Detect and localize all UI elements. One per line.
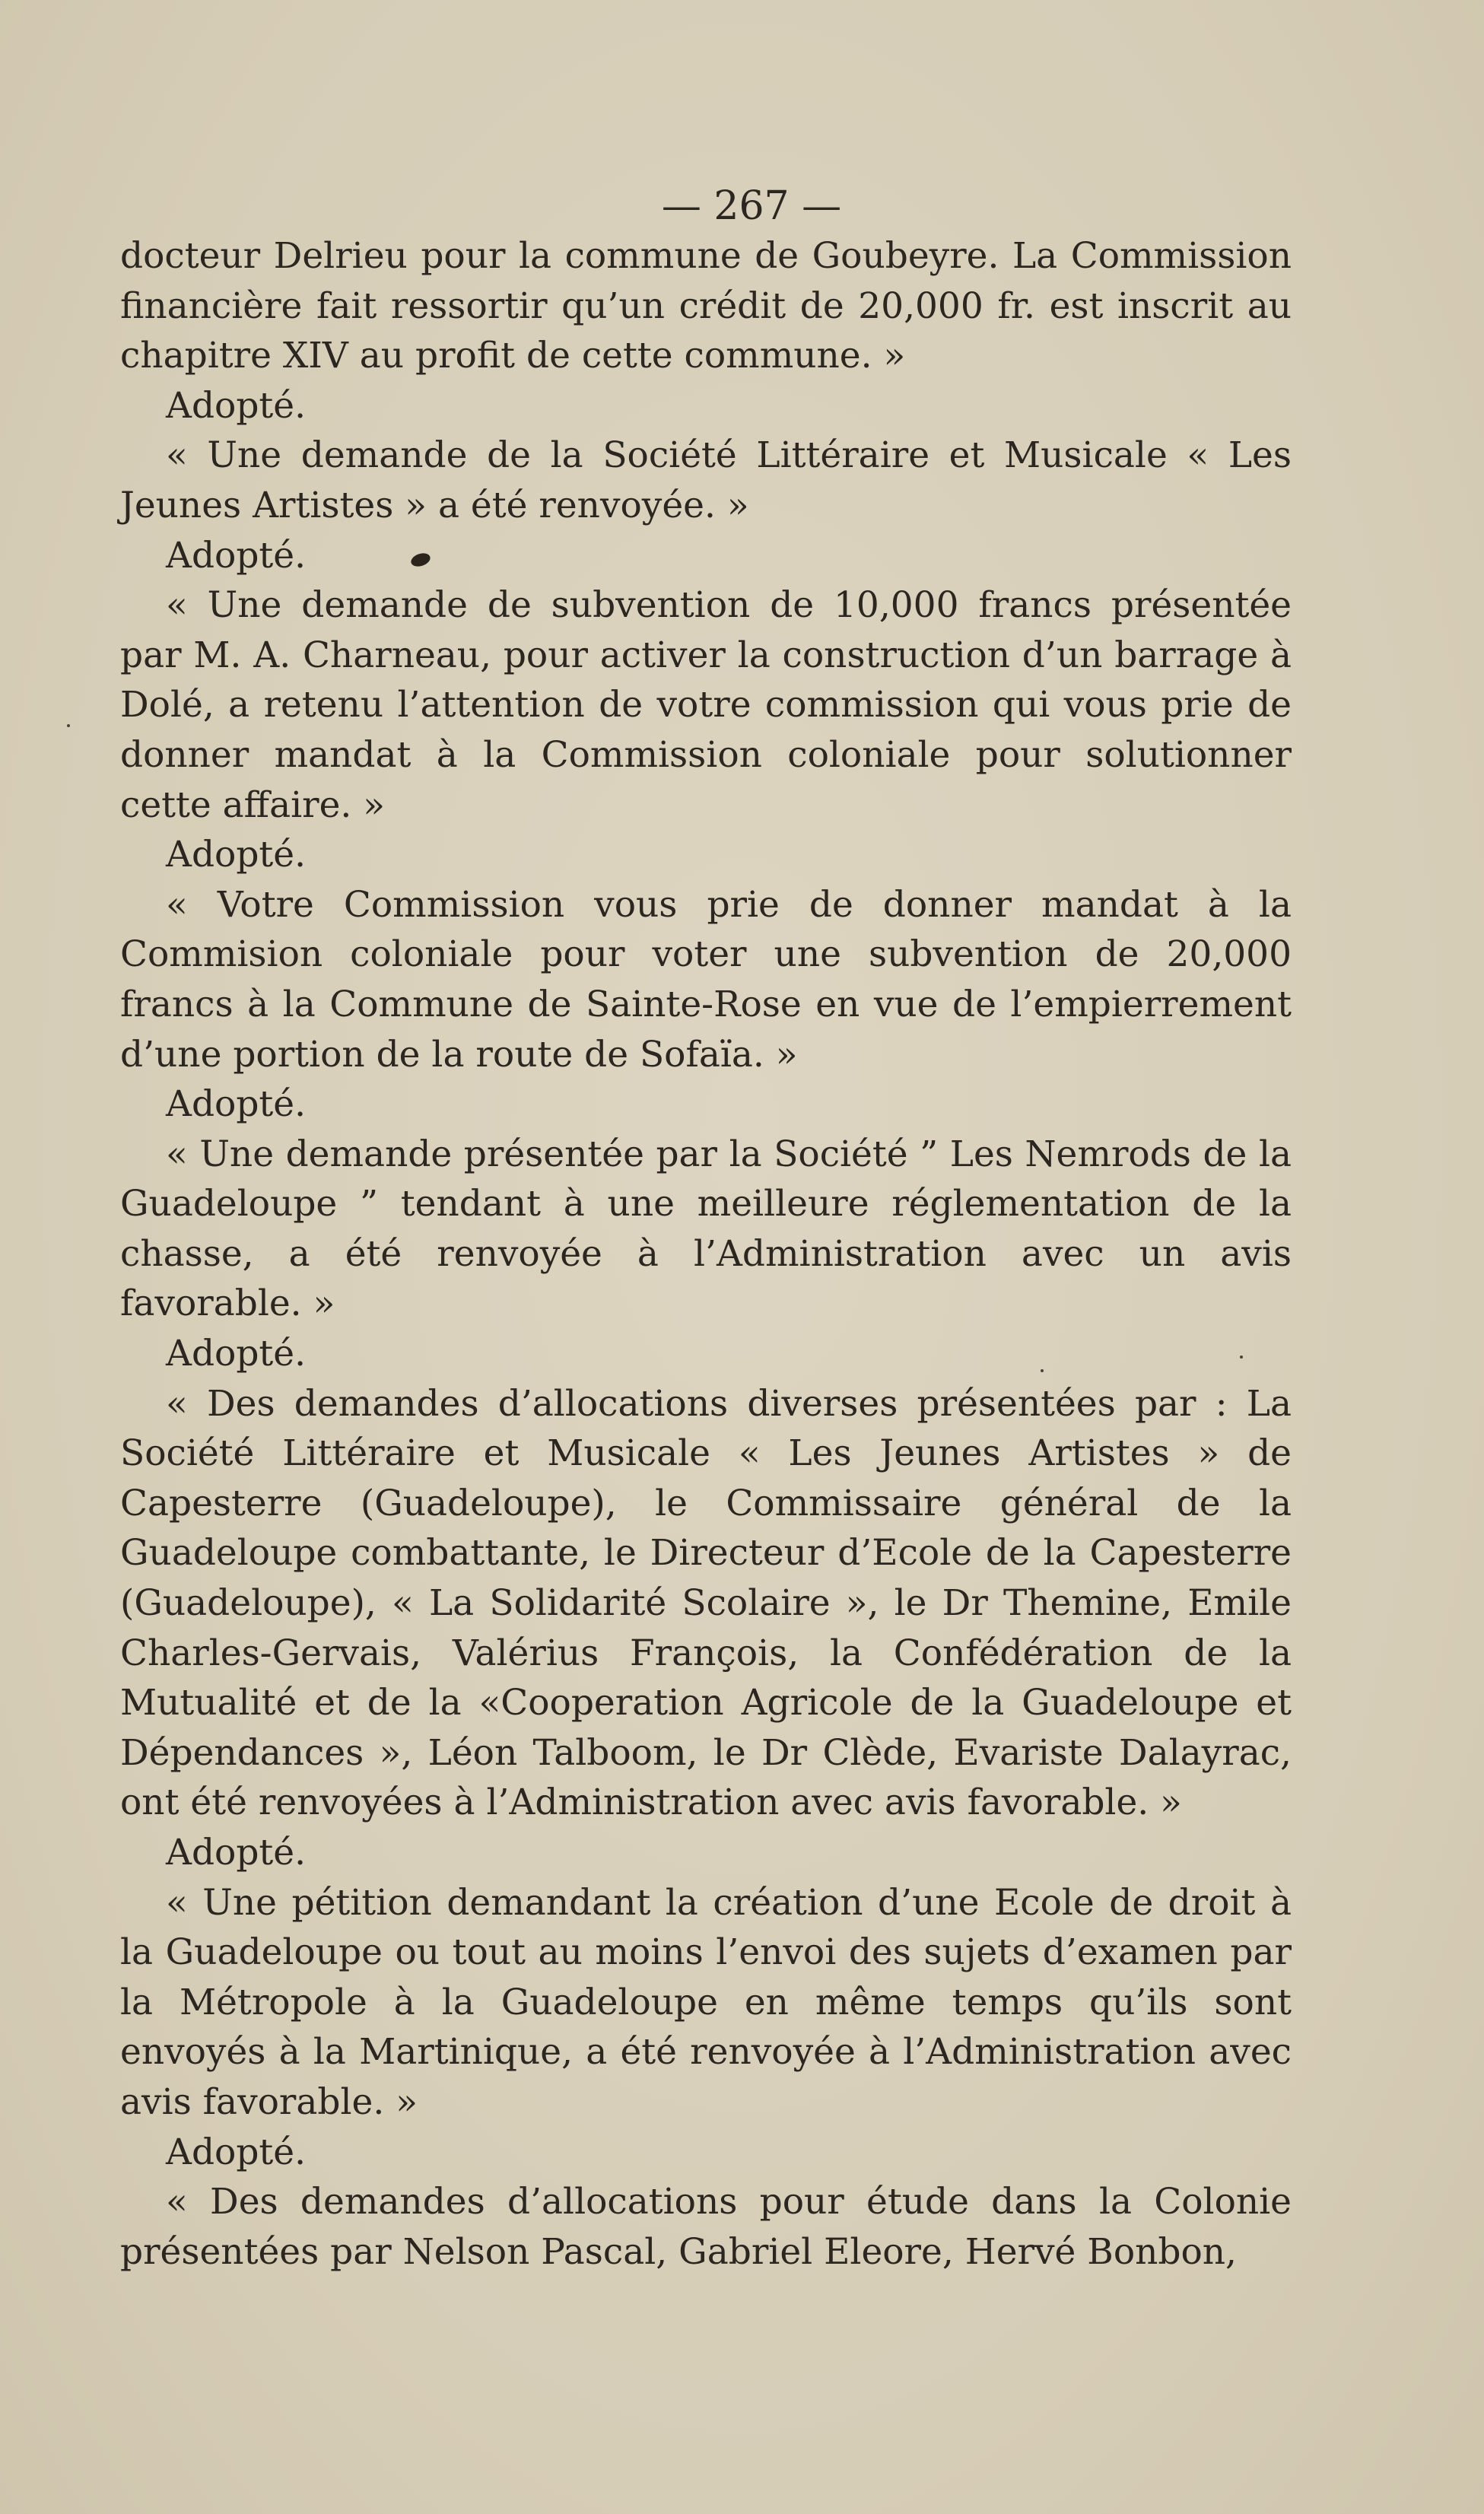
paragraph: « Une pétition demandant la création d’une Ecole de droit à la Guadeloupe ou tout au moins l’envoi des sujets d’examen par la Métropole à la Guadeloupe en même temps qu’ils sont envoyés à la Martinique, a été renvoyée à l’Administration avec avis favorable. » [120, 1881, 1292, 2123]
page-number: — 267 — [661, 183, 842, 229]
adopte-line: Adopté. [166, 1333, 307, 1375]
adopte-line: Adopté. [166, 1083, 307, 1126]
adopte-line: Adopté. [166, 1832, 307, 1874]
paragraph: « Des demandes d’allocations pour étude dans la Colonie présentées par Nelson Pascal, Gabriel Eleore, Hervé Bonbon, [120, 2181, 1292, 2273]
adopte-line: Adopté. [166, 834, 307, 876]
adopte-line: Adopté. [166, 534, 307, 577]
paragraph: « Une demande de subvention de 10,000 francs présentée par M. A. Charneau, pour activer la construction d’un barrage à Dolé, a retenu l’attention de votre commission qui vous prie de donner mandat à la Commission coloniale pour solutionner cette affaire. » [120, 584, 1292, 826]
paragraph-continuation: docteur Delrieu pour la commune de Goubeyre. La Commission financière fait ressortir qu’un crédit de 20,000 fr. est inscrit au chapitre XIV au profit de cette commune. » [120, 235, 1292, 377]
paragraph: « Une demande de la Société Littéraire et Musicale « Les Jeunes Artistes » a été renvoyée. » [120, 434, 1292, 526]
speck [67, 724, 70, 727]
paragraph: « Votre Commission vous prie de donner mandat à la Commision coloniale pour voter une subvention de 20,000 francs à la Commune de Sainte-Rose en vue de l’empierrement d’une portion de la route de Sofaïa. » [120, 883, 1292, 1076]
page-body [120, 181, 1292, 2277]
paragraph: « Des demandes d’allocations diverses présentées par : La Société Littéraire et Musicale « Les Jeunes Artistes » de Capesterre (Guadeloupe), le Commissaire général de la Guadeloupe combattante, le Directeur d’Ecole de la Capesterre (Guadeloupe), « La Solidarité Scolaire », le Dr Themine, Emile Charles-Gervais, Valérius François, la Confédération de la Mutualité et de la «Cooperation Agricole de la Guadeloupe et Dépendances », Léon Talboom, le Dr Clède, Evariste Dalayrac, ont été renvoyées à l’Administration avec avis favorable. » [120, 1382, 1292, 1824]
paragraph: « Une demande présentée par la Société ” Les Nemrods de la Guadeloupe ” tendant à une meilleure réglementation de la chasse, a été renvoyée à l’Administration avec un avis favorable. » [120, 1133, 1292, 1325]
adopte-line: Adopté. [166, 2131, 307, 2173]
adopte-line: Adopté. [166, 384, 307, 427]
